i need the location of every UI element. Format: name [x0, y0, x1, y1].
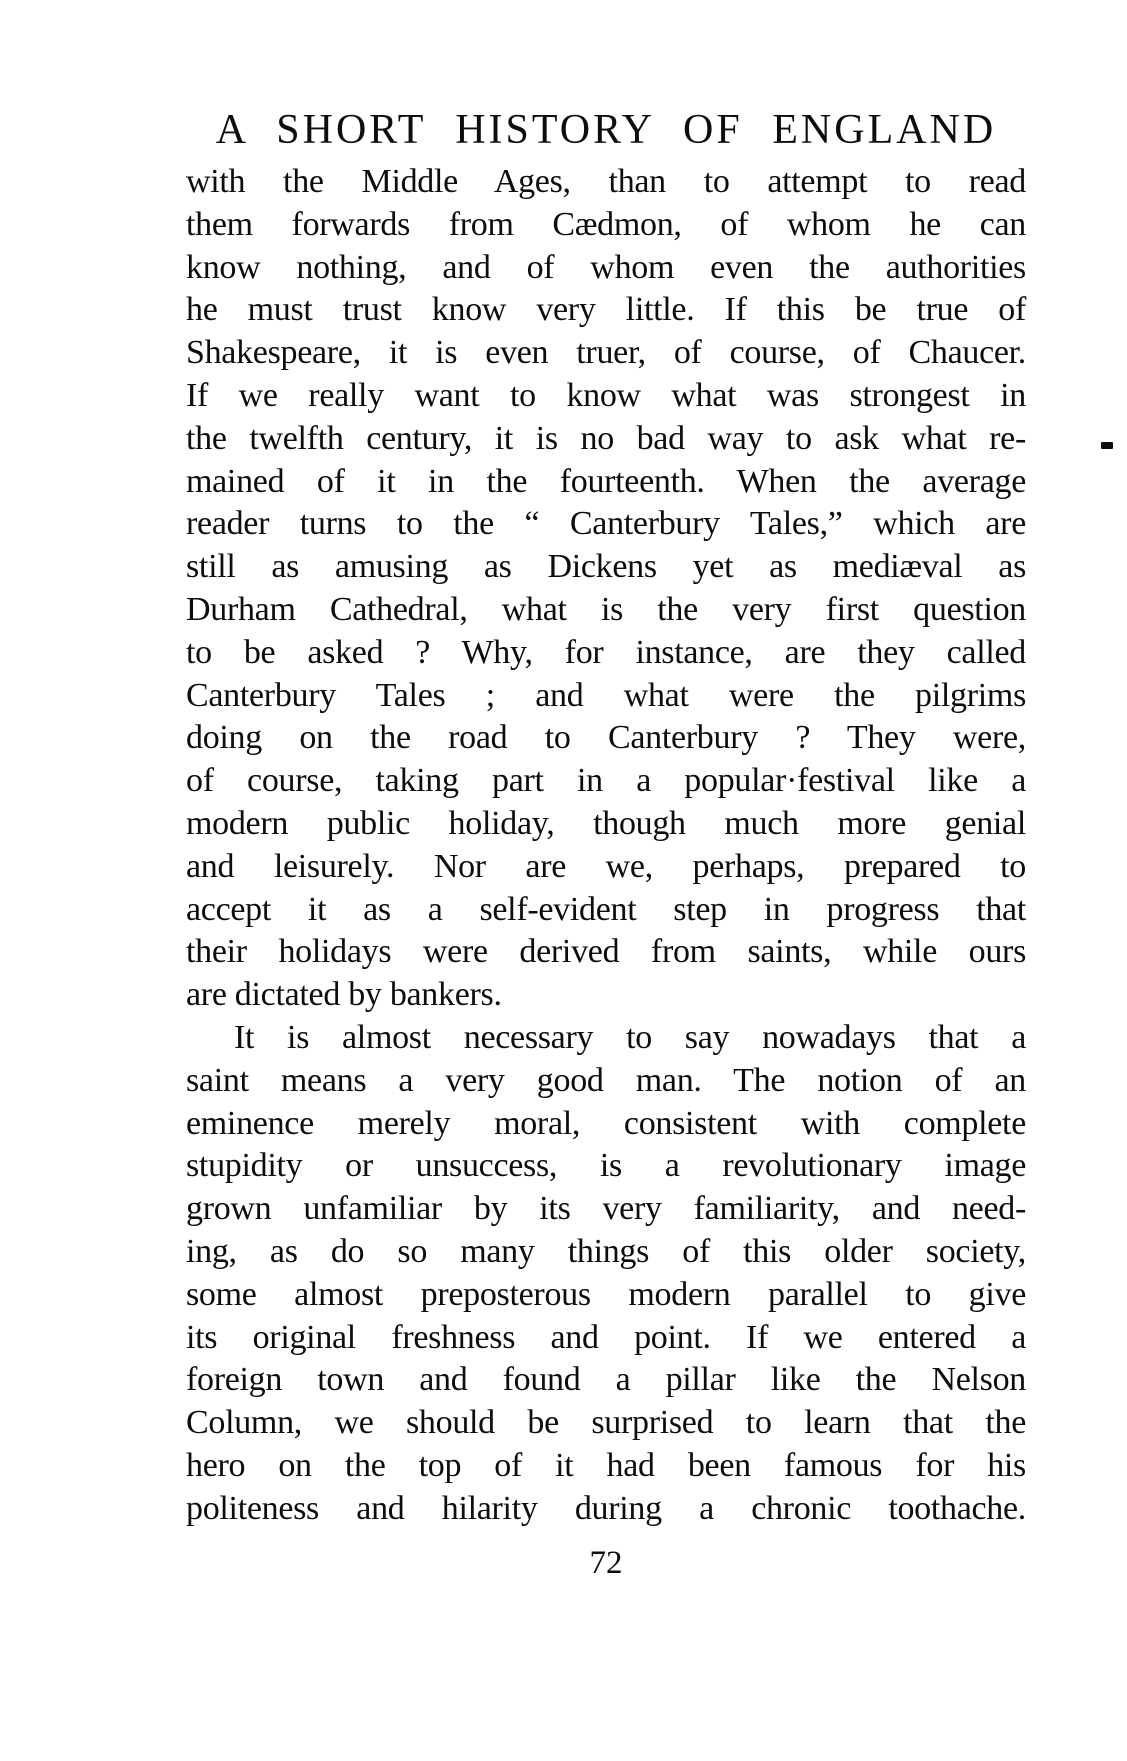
- text-line: ing, as do so many things of this older society,: [186, 1232, 1026, 1270]
- text-line: doing on the road to Canterbury ? They were,: [186, 719, 1026, 757]
- text-line: he must trust know very little. If this be true of: [186, 291, 1026, 329]
- text-line: eminence merely moral, consistent with complete: [186, 1104, 1026, 1142]
- text-line: politeness and hilarity during a chronic toothache.: [186, 1489, 1026, 1527]
- text-line: Column, we should be surprised to learn that the: [186, 1404, 1026, 1442]
- text-line: to be asked ? Why, for instance, are they called: [186, 633, 1026, 671]
- text-line: Durham Cathedral, what is the very first question: [186, 590, 1026, 628]
- text-line: still as amusing as Dickens yet as mediæval as: [186, 548, 1026, 586]
- running-head: A SHORT HISTORY OF ENGLAND: [215, 107, 997, 153]
- text-line: their holidays were derived from saints, while ours: [186, 933, 1026, 971]
- text-line: accept it as a self-evident step in progress that: [186, 890, 1026, 928]
- text-line: its original freshness and point. If we entered a: [186, 1318, 1026, 1356]
- text-line: with the Middle Ages, than to attempt to read: [186, 163, 1026, 200]
- text-line: stupidity or unsuccess, is a revolutionary image: [186, 1147, 1026, 1185]
- page-number: 72: [589, 1545, 623, 1581]
- paragraph: [186, 1017, 1026, 1531]
- text-line: grown unfamiliar by its very familiarity, and need-: [186, 1190, 1026, 1228]
- text-line: Shakespeare, it is even truer, of course, of Chaucer.: [186, 334, 1026, 372]
- text-line: It is almost necessary to say nowadays that a: [234, 1018, 1026, 1056]
- paragraph: [186, 161, 1026, 1017]
- scan-artifact-dash: [1101, 442, 1113, 449]
- text-line: If we really want to know what was strongest in: [186, 376, 1026, 414]
- text-line: them forwards from Cædmon, of whom he can: [186, 205, 1026, 243]
- text-line: mained of it in the fourteenth. When the average: [186, 462, 1026, 500]
- text-block: [186, 161, 1026, 1531]
- text-line: are dictated by bankers.: [186, 976, 502, 1014]
- text-line: of course, taking part in a popular·festival like a: [186, 762, 1026, 800]
- text-line: reader turns to the “ Canterbury Tales,” which are: [186, 505, 1026, 543]
- text-line: know nothing, and of whom even the authorities: [186, 248, 1026, 286]
- text-line: some almost preposterous modern parallel to give: [186, 1275, 1026, 1313]
- text-line: the twelfth century, it is no bad way to ask what re-: [186, 419, 1026, 457]
- text-line: hero on the top of it had been famous for his: [186, 1446, 1026, 1484]
- text-line: and leisurely. Nor are we, perhaps, prepared to: [186, 847, 1026, 885]
- text-line: foreign town and found a pillar like the Nelson: [186, 1361, 1026, 1399]
- text-line: Canterbury Tales ; and what were the pilgrims: [186, 676, 1026, 714]
- text-line: saint means a very good man. The notion of an: [186, 1061, 1026, 1099]
- text-line: modern public holiday, though much more genial: [186, 804, 1026, 842]
